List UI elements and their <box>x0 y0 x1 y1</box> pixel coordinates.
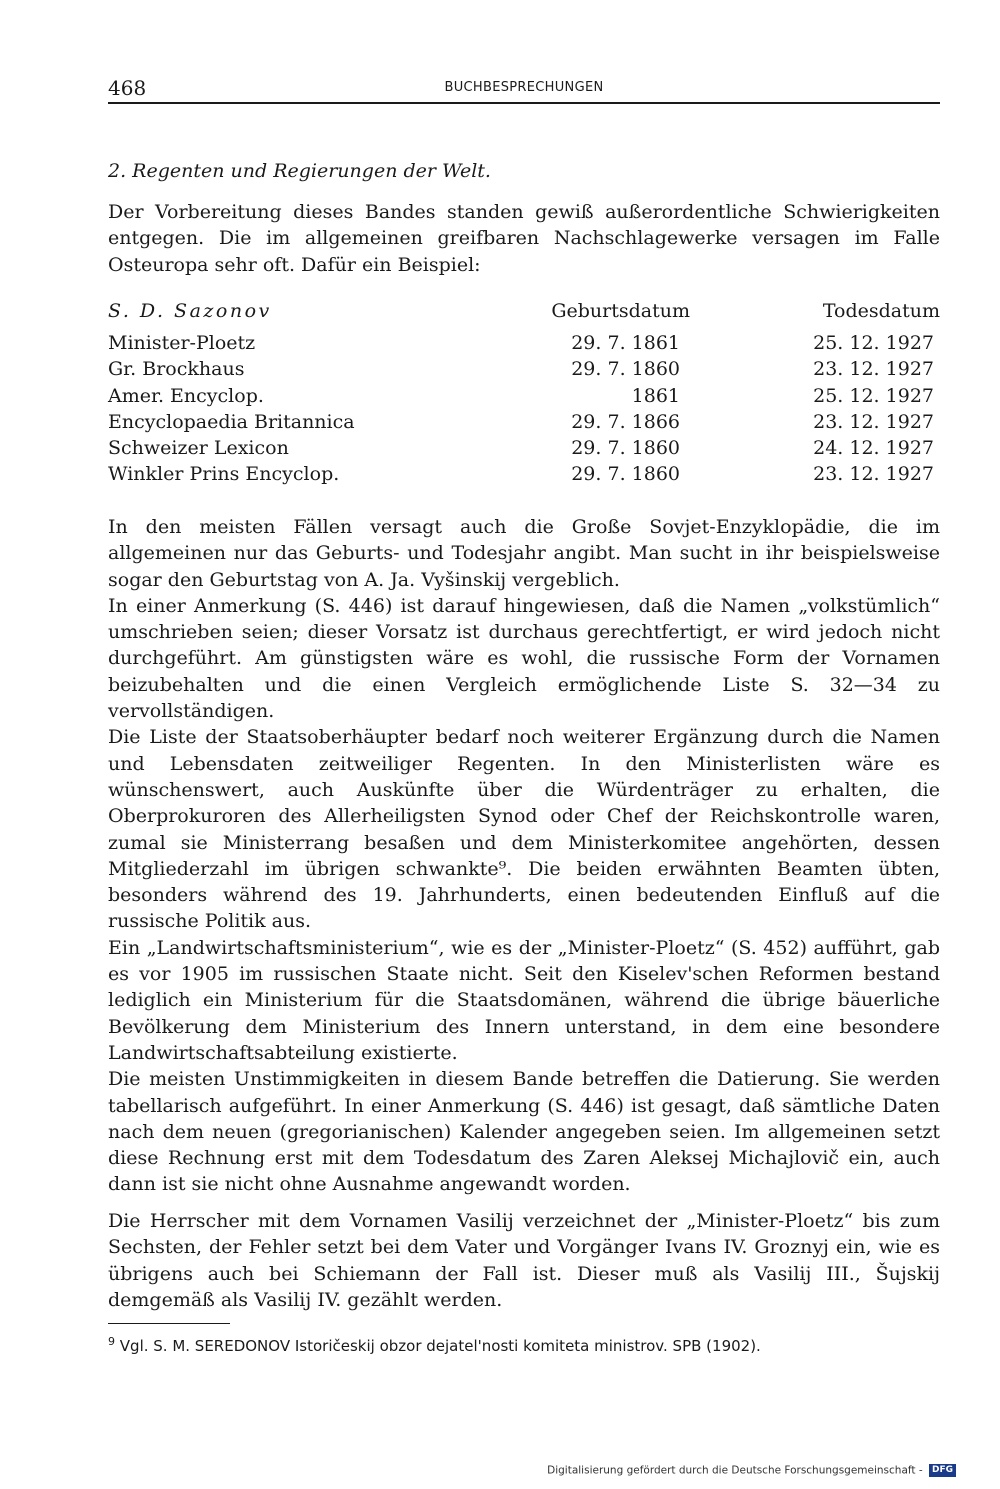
row-source: Gr. Brockhaus <box>108 358 245 381</box>
digitization-credit <box>547 1464 956 1477</box>
footnote-rule <box>108 1323 230 1324</box>
paragraph: In den meisten Fällen versagt auch die Große Sovjet-Enzyklopädie, die im allgemeinen nur das Geburts- und Todesjahr angibt. Man sucht in ihr beispielsweise sogar den Geburtstag von A. Ja. Vyšinskij vergeblich. <box>108 516 940 591</box>
section-title: 2. Regenten und Regierungen der Welt. <box>108 160 491 182</box>
header-person: S. D. Sazonov <box>108 300 272 322</box>
table-header-row <box>108 300 940 332</box>
paragraph: Die Liste der Staatsoberhäupter bedarf noch weiterer Ergänzung durch die Namen und Lebensdaten zeitweiliger Regenten. In den Ministerlisten wäre es wünschenswert, auch Auskünfte über die Würdenträger zu erhalten, die Oberprokuroren des Allerheiligsten Synod oder Chef der Reichskontrolle waren, zumal sie Ministerrang besaßen und dem Ministerkomitee angehörten, dessen Mitgliederzahl im übrigen schwankte⁹. Die beiden erwähnten Beamten übten, besonders während des 19. Jahrhunderts, einen bedeutenden Einfluß auf die russische Politik aus. <box>108 726 940 933</box>
dfg-logo: DFG <box>929 1464 956 1477</box>
page-number: 468 <box>108 76 147 100</box>
table-row <box>108 463 940 489</box>
row-death: 25. 12. 1927 <box>813 332 934 354</box>
row-source: Encyclopaedia Britannica <box>108 410 355 433</box>
page-header <box>108 76 940 104</box>
row-birth: 29. 7. 1861 <box>571 332 680 354</box>
row-birth: 1861 <box>631 384 680 407</box>
row-source: Amer. Encyclop. <box>108 384 264 407</box>
row-death: 23. 12. 1927 <box>813 463 934 486</box>
paragraph: In einer Anmerkung (S. 446) ist darauf hingewiesen, daß die Namen „volkstümlich“ umschrieben seien; dieser Vorsatz ist durchaus gerechtfertigt, er wird jedoch nicht durchgeführt. Am günstigsten wäre es wohl, die russische Form der Vornamen beizubehalten und die einen Vergleich ermöglichende Liste S. 32—34 zu vervollständigen. <box>108 594 940 723</box>
row-death: 23. 12. 1927 <box>813 410 934 433</box>
row-source: Winkler Prins Encyclop. <box>108 463 340 486</box>
dates-table <box>108 300 940 490</box>
header-death-date: Todesdatum <box>822 300 940 322</box>
table-row <box>108 332 940 358</box>
credit-text: Digitalisierung gefördert durch die Deutsche Forschungsgemeinschaft - <box>547 1464 923 1477</box>
closing-block <box>108 1208 940 1313</box>
row-birth: 29. 7. 1860 <box>571 437 680 460</box>
intro-paragraph: Der Vorbereitung dieses Bandes standen gewiß außerordentliche Schwierigkeiten entgegen. Die im allgemeinen greifbaren Nachschlagewerke versagen im Falle Osteuropa sehr oft. Dafür ein Beispiel: <box>108 201 940 276</box>
paragraph: Die meisten Unstimmigkeiten in diesem Bande betreffen die Datierung. Sie werden tabellarisch aufgeführt. In einer Anmerkung (S. 446) ist gesagt, daß sämtliche Daten nach dem neuen (gregorianischen) Kalender angegeben seien. Im allgemeinen setzt diese Rechnung erst mit dem Todesdatum des Zaren Aleksej Michajlovič ein, auch dann ist sie nicht ohne Ausnahme angewandt worden. <box>108 1068 940 1196</box>
footnote <box>108 1335 948 1355</box>
body-text <box>108 514 940 1198</box>
row-birth: 29. 7. 1860 <box>571 358 680 381</box>
row-source: Minister-Ploetz <box>108 332 256 354</box>
running-title: BUCHBESPRECHUNGEN <box>444 80 604 95</box>
closing-paragraph: Die Herrscher mit dem Vornamen Vasilij verzeichnet der „Minister-Ploetz“ bis zum Sechsten, der Fehler setzt bei dem Vater und Vorgänger Ivans IV. Groznyj ein, wie es übrigens auch bei Schiemann der Fall ist. Dieser muß als Vasilij III., Šujskij demgemäß als Vasilij IV. gezählt werden. <box>108 1210 940 1311</box>
paragraph: Ein „Landwirtschaftsministerium“, wie es der „Minister-Ploetz“ (S. 452) aufführt, gab es vor 1905 im russischen Staate nicht. Seit den Kiselev'schen Reformen bestand lediglich ein Ministerium für die Staatsdomänen, während die übrige bäuerliche Bevölkerung dem Ministerium des Innern unterstand, in dem eine besondere Landwirtschaftsabteilung existierte. <box>108 936 940 1064</box>
row-source: Schweizer Lexicon <box>108 437 289 460</box>
table-row <box>108 411 940 437</box>
row-death: 25. 12. 1927 <box>813 384 934 407</box>
footnote-text: Vgl. S. M. SEREDONOV Istoričeskij obzor dejatel'nosti komiteta ministrov. SPB (1902). <box>119 1337 761 1355</box>
intro-block <box>108 199 940 278</box>
header-birth-date: Geburtsdatum <box>551 300 690 322</box>
table-row <box>108 385 940 411</box>
row-birth: 29. 7. 1860 <box>571 463 680 486</box>
footnote-marker: 9 <box>108 1335 115 1348</box>
table-row <box>108 358 940 384</box>
row-death: 24. 12. 1927 <box>813 437 934 460</box>
row-birth: 29. 7. 1866 <box>571 410 680 433</box>
table-row <box>108 437 940 463</box>
row-death: 23. 12. 1927 <box>813 358 934 381</box>
